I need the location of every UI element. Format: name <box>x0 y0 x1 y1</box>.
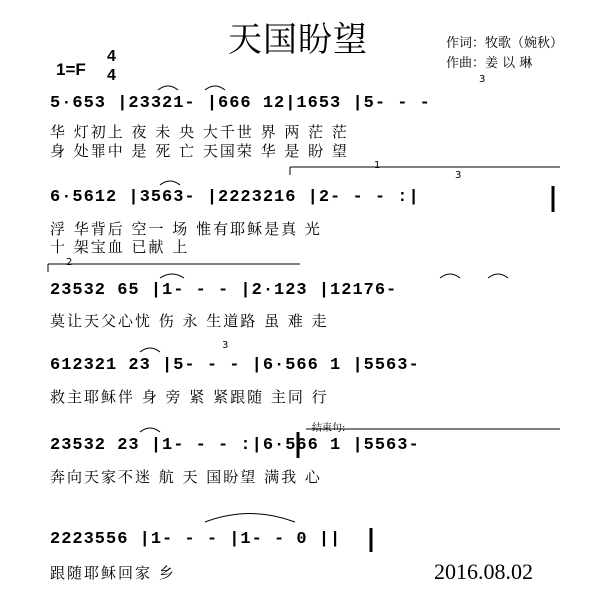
notation-row-1: 5·653 |23321- |666 12|1653 |5- - - <box>50 94 431 113</box>
time-signature-top: 4 <box>107 48 116 65</box>
triplet-mark-2: 3 <box>455 170 462 181</box>
slur <box>205 514 295 523</box>
lyrics-row-6: 跟随耶稣回家 乡 <box>50 564 176 582</box>
volta-1-number: 1 <box>374 160 381 171</box>
lyricist-credit: 作词：牧歌（婉秋） <box>446 36 564 51</box>
lyrics-row-2b: 十 架宝血 已献 上 <box>50 238 190 256</box>
composer-credit: 作曲：姜 以 琳 <box>446 56 533 71</box>
notation-row-3: 23532 65 |1- - - |2·123 |12176- <box>50 281 398 300</box>
slur <box>158 86 178 90</box>
lyrics-row-1a: 华 灯初上 夜 未 央 大千世 界 两 茫 茫 <box>50 123 349 141</box>
lyrics-row-4: 救主耶稣伴 身 旁 紧 紧跟随 主同 行 <box>50 388 329 406</box>
notation-row-4: 612321 23 |5- - - |6·566 1 |5563- <box>50 356 420 375</box>
volta-2-number: 2 <box>66 257 73 268</box>
slur <box>440 274 460 278</box>
lyrics-row-5: 奔向天家不迷 航 天 国盼望 满我 心 <box>50 468 322 486</box>
slur <box>205 86 225 90</box>
ending-label: 结束句: <box>312 423 346 434</box>
triplet-mark-3: 3 <box>222 340 229 351</box>
notation-row-5: 23532 23 |1- - - :|6·566 1 |5563- <box>50 436 420 455</box>
song-title: 天国盼望 <box>228 20 368 60</box>
key-signature: 1=F <box>56 60 86 79</box>
slur <box>140 428 160 432</box>
triplet-mark-1: 3 <box>479 74 486 85</box>
notation-row-6: 2223556 |1- - - |1- - 0 || <box>50 530 342 549</box>
slur <box>488 274 508 278</box>
slur <box>160 274 184 278</box>
lyrics-row-1b: 身 处罪中 是 死 亡 天国荣 华 是 盼 望 <box>50 142 349 160</box>
notation-row-2: 6·5612 |3563- |2223216 |2- - - :| <box>50 188 420 207</box>
slur <box>160 181 180 185</box>
slur <box>140 348 160 352</box>
lyrics-row-2a: 浮 华背后 空一 场 惟有耶稣是真 光 <box>50 220 322 238</box>
date-stamp: 2016.08.02 <box>434 559 533 584</box>
time-signature-bottom: 4 <box>107 67 116 84</box>
lyrics-row-3: 莫让天父心忧 伤 永 生道路 虽 难 走 <box>50 312 329 330</box>
